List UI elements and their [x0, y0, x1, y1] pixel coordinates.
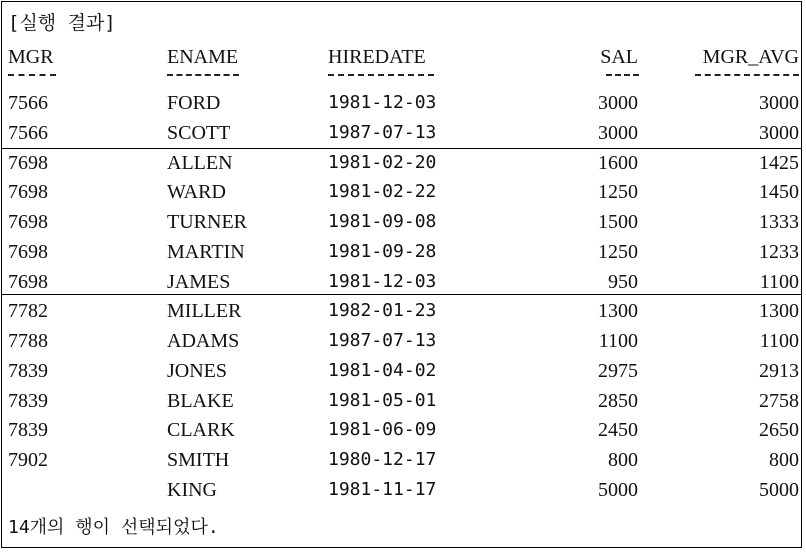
cell-mgr: 7698: [8, 211, 48, 233]
cell-sal: 1100: [598, 330, 638, 352]
cell-mgr-avg: 5000: [759, 478, 799, 501]
cell-mgr: 7902: [8, 449, 48, 471]
cell-sal: 1300: [598, 300, 638, 323]
table-row: [2, 445, 801, 475]
table-row: [2, 88, 801, 118]
result-caption: [실행 결과]: [8, 12, 116, 34]
table-row: [2, 326, 801, 356]
cell-mgr: 7839: [8, 389, 48, 412]
header-underline-sal: [606, 74, 639, 76]
cell-sal: 950: [608, 270, 638, 293]
cell-hiredate: 1982-01-23: [328, 300, 437, 322]
cell-hiredate: 1981-05-01: [328, 389, 437, 411]
cell-mgr: 7839: [8, 359, 48, 382]
cell-ename: BLAKE: [167, 389, 234, 412]
cell-mgr-avg: 1233: [759, 240, 799, 263]
cell-hiredate: 1981-11-17: [328, 478, 437, 500]
cell-mgr-avg: 2913: [759, 359, 799, 382]
cell-mgr-avg: 1333: [759, 211, 799, 233]
table-row: [2, 118, 801, 148]
table-row: [2, 475, 801, 505]
cell-sal: 2450: [598, 419, 638, 442]
cell-mgr-avg: 1100: [759, 270, 799, 293]
cell-ename: CLARK: [167, 419, 235, 442]
result-panel: [1, 1, 802, 548]
cell-hiredate: 1981-12-03: [328, 92, 437, 113]
cell-sal: 5000: [598, 478, 638, 501]
header-mgr: MGR: [8, 46, 54, 68]
cell-mgr-avg: 1100: [759, 330, 799, 352]
header-underline-ename: [167, 74, 239, 76]
table-row: [2, 386, 801, 416]
cell-mgr-avg: 1300: [759, 300, 799, 323]
cell-ename: SCOTT: [167, 121, 231, 144]
table-row: [2, 296, 801, 326]
cell-mgr: 7698: [8, 181, 48, 204]
row-count-message: 14개의 행이 선택되었다.: [8, 517, 219, 538]
cell-hiredate: 1980-12-17: [328, 449, 437, 470]
header-mgr-avg: MGR_AVG: [702, 46, 799, 68]
cell-mgr: 7698: [8, 240, 48, 263]
group-separator: [2, 148, 801, 149]
cell-ename: FORD: [167, 92, 221, 114]
table-row: [2, 207, 801, 237]
cell-ename: JONES: [167, 359, 228, 382]
cell-ename: ADAMS: [167, 330, 240, 352]
cell-mgr-avg: 1425: [759, 151, 799, 174]
header-sal: SAL: [600, 46, 638, 68]
cell-mgr: 7788: [8, 330, 48, 352]
table-row: [2, 237, 801, 267]
header-ename: ENAME: [167, 46, 239, 68]
header-hiredate: HIREDATE: [328, 46, 426, 68]
cell-ename: MILLER: [167, 300, 242, 323]
cell-hiredate: 1987-07-13: [328, 330, 437, 351]
cell-mgr-avg: 3000: [759, 92, 799, 114]
table-row: [2, 267, 801, 297]
cell-ename: MARTIN: [167, 240, 245, 263]
cell-hiredate: 1981-09-08: [328, 211, 437, 232]
header-underline-mgr-avg: [695, 74, 799, 76]
header-underline-hiredate: [328, 74, 434, 76]
cell-sal: 1250: [598, 181, 638, 204]
cell-hiredate: 1987-07-13: [328, 121, 437, 143]
cell-hiredate: 1981-04-02: [328, 359, 437, 381]
table-row: [2, 415, 801, 445]
cell-sal: 800: [608, 449, 638, 471]
cell-mgr-avg: 2650: [759, 419, 799, 442]
cell-sal: 1500: [598, 211, 638, 233]
cell-mgr: 7698: [8, 151, 48, 174]
cell-ename: ALLEN: [167, 151, 233, 174]
cell-sal: 2850: [598, 389, 638, 412]
table-row: [2, 356, 801, 386]
cell-mgr-avg: 3000: [759, 121, 799, 144]
table-row: [2, 148, 801, 178]
cell-ename: TURNER: [167, 211, 247, 233]
cell-hiredate: 1981-02-20: [328, 151, 437, 173]
cell-hiredate: 1981-06-09: [328, 419, 437, 441]
cell-mgr: 7698: [8, 270, 48, 293]
cell-ename: SMITH: [167, 449, 230, 471]
group-separator: [2, 294, 801, 295]
cell-mgr-avg: 2758: [759, 389, 799, 412]
cell-ename: KING: [167, 478, 217, 501]
cell-mgr-avg: 1450: [759, 181, 799, 204]
header-underline-mgr: [8, 74, 56, 76]
cell-mgr: 7566: [8, 121, 48, 144]
cell-mgr-avg: 800: [769, 449, 799, 471]
cell-hiredate: 1981-12-03: [328, 270, 437, 292]
cell-sal: 3000: [598, 121, 638, 144]
cell-ename: JAMES: [167, 270, 231, 293]
cell-mgr: 7839: [8, 419, 48, 442]
cell-sal: 3000: [598, 92, 638, 114]
cell-sal: 1250: [598, 240, 638, 263]
cell-mgr: 7782: [8, 300, 48, 323]
table-row: [2, 177, 801, 207]
cell-hiredate: 1981-02-22: [328, 181, 437, 203]
cell-hiredate: 1981-09-28: [328, 240, 437, 262]
cell-sal: 2975: [598, 359, 638, 382]
cell-ename: WARD: [167, 181, 226, 204]
cell-mgr: 7566: [8, 92, 48, 114]
cell-sal: 1600: [598, 151, 638, 174]
